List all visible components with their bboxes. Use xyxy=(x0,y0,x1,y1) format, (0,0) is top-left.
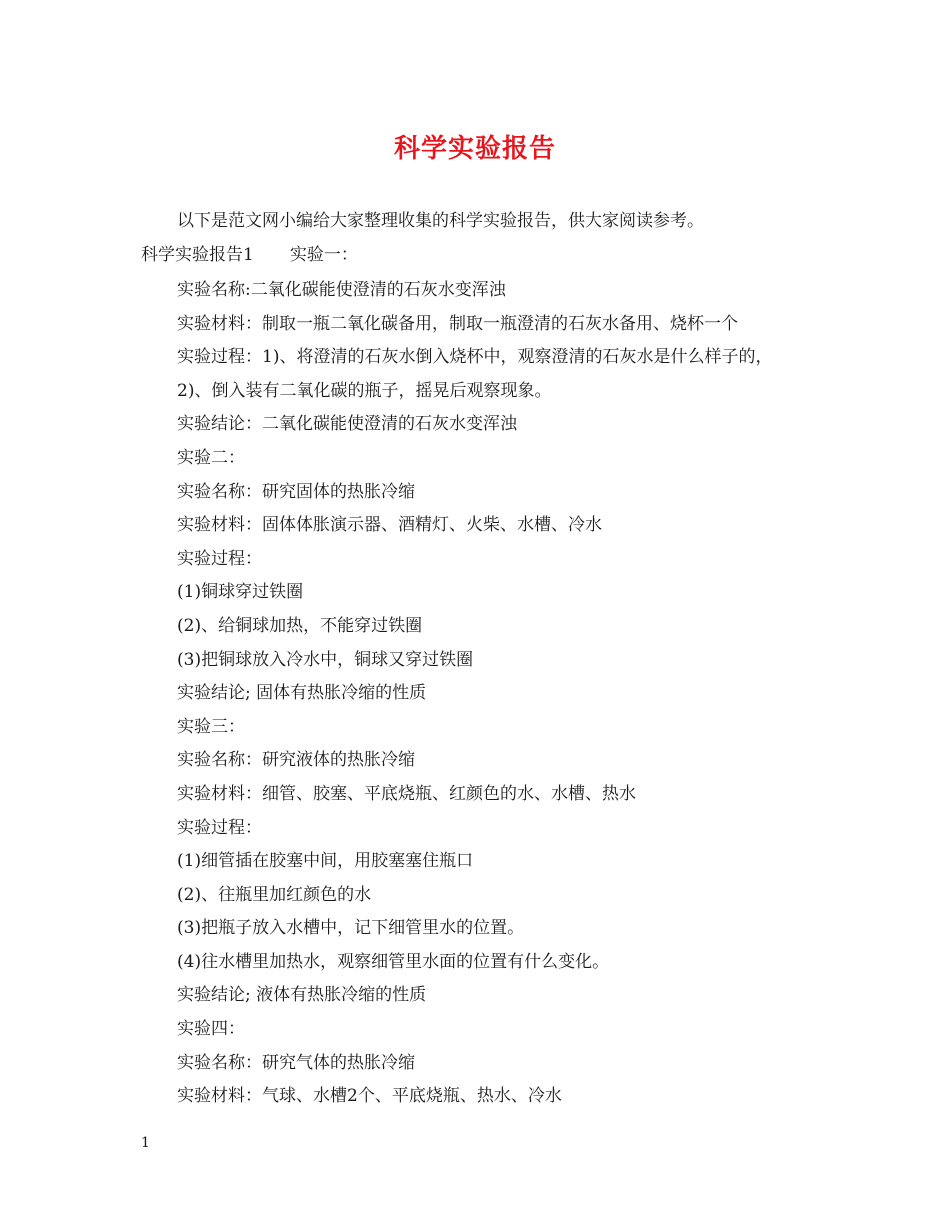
text-line: 实验名称:二氧化碳能使澄清的石灰水变浑浊 xyxy=(177,280,506,300)
text-line: (3)把瓶子放入水槽中，记下细管里水的位置。 xyxy=(177,918,525,939)
experiment-lines xyxy=(177,274,877,1114)
text-line: 实验结论：二氧化碳能使澄清的石灰水变浑浊 xyxy=(177,414,517,435)
text-line: 实验过程：1)、将澄清的石灰水倒入烧杯中，观察澄清的石灰水是什么样子的， xyxy=(177,347,773,368)
text-line: 实验三： xyxy=(177,716,245,737)
text-line: (1)铜球穿过铁圈 xyxy=(177,582,304,603)
text-line: 实验材料：细管、胶塞、平底烧瓶、红颜色的水、水槽、热水 xyxy=(177,783,636,804)
report-heading-line xyxy=(141,240,358,265)
text-line: 实验结论; 液体有热胀冷缩的性质 xyxy=(177,985,427,1006)
text-line: (2)、给铜球加热，不能穿过铁圈 xyxy=(177,615,423,636)
text-line: 实验二： xyxy=(177,447,245,468)
text-line: 实验材料：气球、水槽2个、平底烧瓶、热水、冷水 xyxy=(177,1086,562,1107)
text-line: 实验名称：研究液体的热胀冷缩 xyxy=(177,750,415,771)
document-title: 科学实验报告 xyxy=(393,134,556,164)
text-line: 2)、倒入装有二氧化碳的瓶子，摇晃后观察现象。 xyxy=(177,380,552,401)
page-number: 1 xyxy=(141,1135,150,1151)
text-line: 实验过程： xyxy=(177,548,262,569)
text-line: 实验名称：研究气体的热胀冷缩 xyxy=(177,1052,415,1073)
text-line: (2)、往瓶里加红颜色的水 xyxy=(177,884,372,905)
experiment-one-heading: 实验一： xyxy=(289,245,358,265)
text-line: 实验名称：研究固体的热胀冷缩 xyxy=(177,481,415,502)
text-line: 实验过程： xyxy=(177,817,262,838)
text-line: (3)把铜球放入冷水中，铜球又穿过铁圈 xyxy=(177,649,474,670)
text-line: 实验四： xyxy=(177,1019,245,1040)
text-line: (1)细管插在胶塞中间，用胶塞塞住瓶口 xyxy=(177,851,474,872)
text-line: 实验材料：固体体胀演示器、酒精灯、火柴、水槽、冷水 xyxy=(177,515,602,536)
text-line: 实验材料：制取一瓶二氧化碳备用，制取一瓶澄清的石灰水备用、烧杯一个 xyxy=(177,313,738,334)
text-line: (4)往水槽里加热水，观察细管里水面的位置有什么变化。 xyxy=(177,951,610,972)
report-label: 科学实验报告1 xyxy=(141,245,254,265)
intro-paragraph: 以下是范文网小编给大家整理收集的科学实验报告，供大家阅读参考。 xyxy=(177,211,704,231)
text-line: 实验结论; 固体有热胀冷缩的性质 xyxy=(177,683,427,704)
